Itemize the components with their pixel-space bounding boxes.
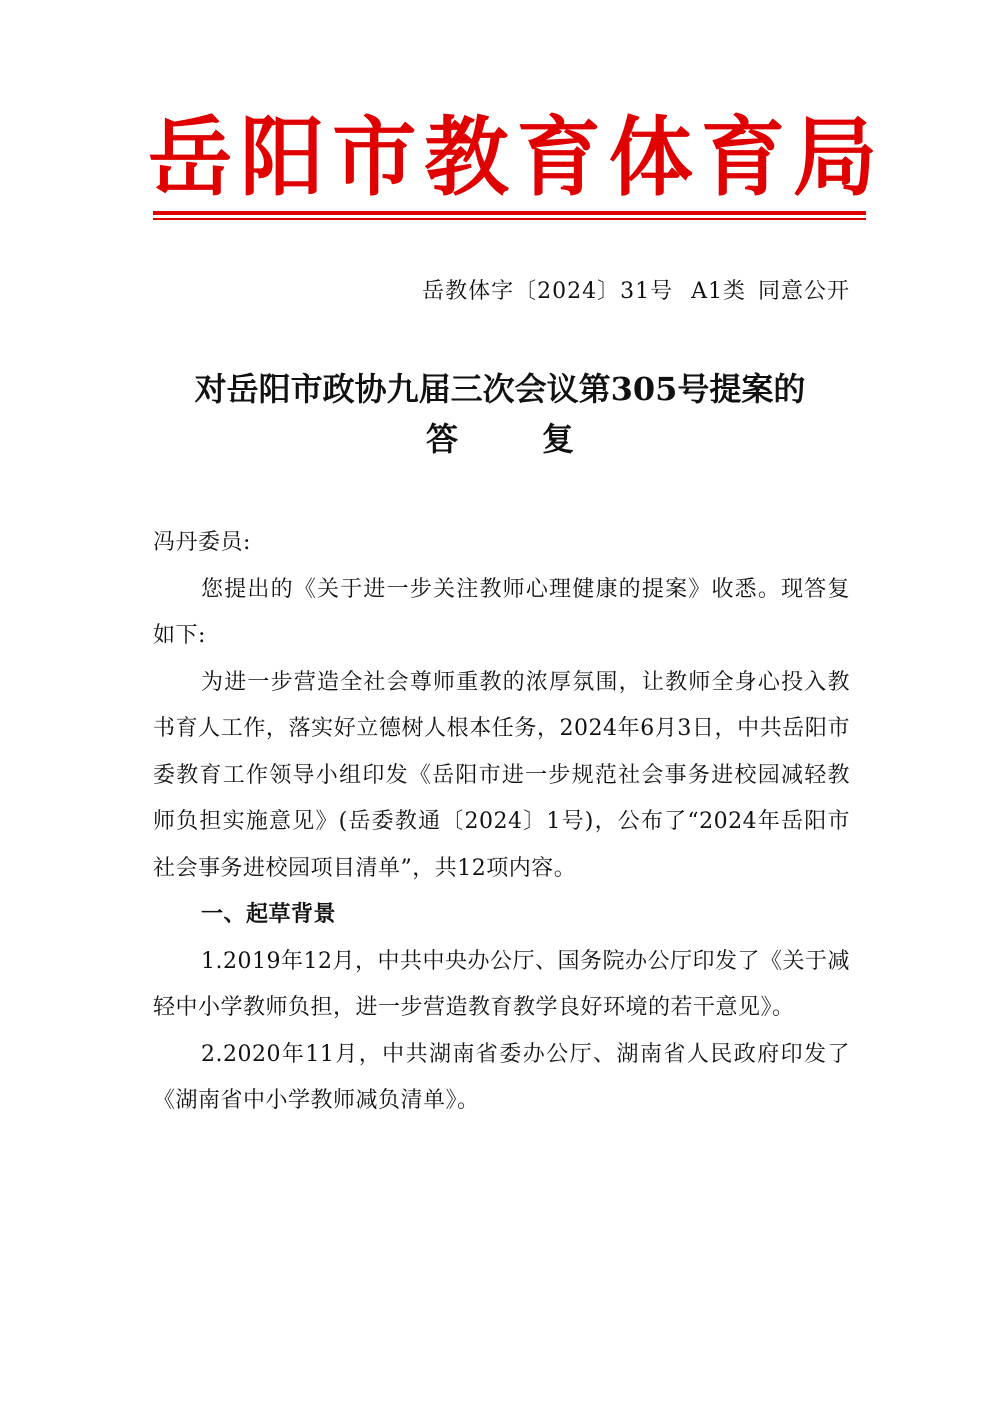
document-category: A1类 bbox=[691, 279, 746, 304]
masthead-rule-thick bbox=[153, 211, 866, 215]
section-heading: 一、起草背景 bbox=[201, 902, 337, 927]
document-code: 岳教体字〔2024〕31号 bbox=[422, 279, 674, 304]
disclosure-status: 同意公开 bbox=[757, 279, 850, 304]
document-number-line bbox=[422, 276, 850, 308]
list-item: 2.2020年11月，中共湖南省委办公厅、湖南省人民政府印发了《湖南省中小学教师减负清单》。 bbox=[153, 1041, 850, 1113]
title-line-2-char-2: 复 bbox=[542, 420, 575, 458]
salutation: 冯丹委员: bbox=[153, 530, 251, 555]
masthead-rule-thin bbox=[153, 218, 866, 220]
title-line-1: 对岳阳市政协九届三次会议第305号提案的 bbox=[194, 370, 806, 408]
title-line-2-char-1: 答 bbox=[425, 420, 458, 458]
body-paragraph: 为进一步营造全社会尊师重教的浓厚氛围，让教师全身心投入教书育人工作，落实好立德树人根本任务，2024年6月3日，中共岳阳市委教育工作领导小组印发《岳阳市进一步规范社会事务进校园减轻教师负担实施意见》(岳委教通〔2024〕1号)，公布了“2024年岳阳市社会事务进校园项目清单”，共12项内容。 bbox=[153, 669, 850, 881]
list-item: 1.2019年12月，中共中央办公厅、国务院办公厅印发了《关于减轻中小学教师负担，进一步营造教育教学良好环境的若干意见》。 bbox=[153, 948, 850, 1020]
document-body bbox=[153, 520, 850, 1125]
body-paragraph: 您提出的《关于进一步关注教师心理健康的提案》收悉。现答复如下: bbox=[153, 576, 850, 648]
title-line-2 bbox=[150, 414, 850, 464]
masthead-title: 岳阳市教育体育局 bbox=[148, 108, 885, 208]
document-title bbox=[150, 364, 850, 464]
